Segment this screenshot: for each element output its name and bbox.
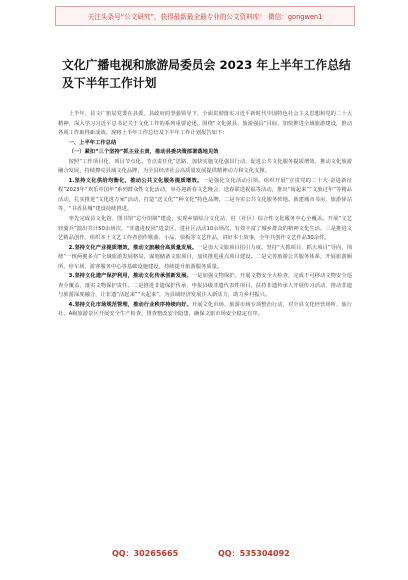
paragraph-lead: 3.坚持文化遗产保护利用，推动文化传承创新发展。 [68,273,192,280]
paragraph-text: 上半年，县文广旅局党委在县委、县政府的坚强领导下，全面贯彻落实习近平新时代中国特色社会主义思想和党的二十大精神，深入学习习近平总书记关于文化工作的系列重要论述，围绕“文化强县、旅游强县”目标，加快推进全域旅游建设，推动各项工作取得新成效。现将上半年工作总结及下半年工作计划报告如下： [58,111,352,137]
paragraph-text: 一是强化文化活动引领。组织开展“宣贯党的二十大·奋进新征程”2023年“欢乐中国年”系列群众性文化活动，举办迎新春文艺晚会、送春联送祝福等活动，推出“阅起来”“文旅过年”等精品活动，扎实推进“文化进万家”活动，打造“送文化”“种文化”特色品牌。二是夯实公共文化服务阵地。新建城市书房、旅游驿站等，“书香县城”建设持续推进。 [58,177,352,213]
paragraph-lead: 2.坚持文化产业提质增效，推动文旅融合高质量发展。 [68,244,198,251]
footer-contacts [0,548,408,562]
paragraph-text: （一）紧扣“三个坚持”抓主业主责，推动县委决策部署落地见效 [68,149,219,156]
body-paragraph [58,177,352,215]
footer-qq-1: QQ：30265665 [112,549,179,558]
section-heading [58,139,352,149]
paragraph-text: 一是加大文旅项目招引力度。坚持“大抓项目、抓大项目”导向，围绕“一核两翼多点”全域旅游发展格局，谋划储备文旅项目，加快推进重点项目建设。二是完善旅游公共服务体系，开展旅游厕所、停车场、游客服务中心等基础设施建设，持续提升旅游服务质量。 [58,244,352,270]
promo-banner: 关注头条号“公文研究”，获得最新最全最专业的公文资料库！ 微信：gongwen1 [55,6,355,26]
body-paragraph [58,158,352,177]
paragraph-text: 率先完成县文化馆、图书馆“总分馆制”建设，实现乡镇综合文化站、村（社区）综合性文化服务中心全覆盖。开展“文艺轻骑兵”演出共计50余场次，“非遗进校园”进景区、进社区活动10余场次，有效丰富了城乡群众的精神文化生活。三是推进文艺精品创作。组织本土文艺工作者创作歌曲、小品、快板等文艺作品，讲好本土故事，全年共创作文艺作品30余件。 [58,216,352,242]
paragraph-text: 一、上半年工作总结 [68,139,117,146]
paragraph-text: 按照“工作项目化、项目节点化、节点责任化”思路，加快实施文化强县行动，促进公共文化服务提质增效，推动文化旅游融合发展，持续擦亮县域文化品牌，为全县经济社会高质量发展提供精神动力和文化支撑。 [58,158,352,175]
subsection-heading [58,148,352,158]
paragraph-text: 开展文化市场、旅游市场专项整治行动，对全县文化经营场所、旅行社、A级旅游景区开展安全生产检查，排查整改安全隐患，确保文旅市场安全稳定有序。 [58,301,352,318]
paragraph-lead: 1.坚持文化供给均衡化，推动公共文化服务提质增效。 [68,177,203,184]
paragraph-lead: 4.坚持文化市场规范管理，推动行业秩序持续向好。 [68,301,192,308]
body-paragraph [58,272,352,301]
body-paragraph [58,110,352,139]
document-body [58,110,352,320]
document-title: 文化广播电视和旅游局委员会 2023 年上半年工作总结及下半年工作计划 [62,58,351,90]
body-paragraph [58,215,352,244]
footer-qq-2: QQ：535304092 [218,549,290,558]
body-paragraph [58,244,352,273]
paragraph-text: 一是加强文物保护。开展文物安全大检查，完成不可移动文物安全巡查全覆盖，落实文物保护责任。二是推进非遗保护传承，申报县级非遗代表性项目，扶持非遗传承人开展传习活动，推动非遗与旅游深度融合，让非遗“活起来”“火起来”，为县域经济发展注入新活力，助力乡村振兴。 [58,273,352,299]
body-paragraph [58,301,352,320]
